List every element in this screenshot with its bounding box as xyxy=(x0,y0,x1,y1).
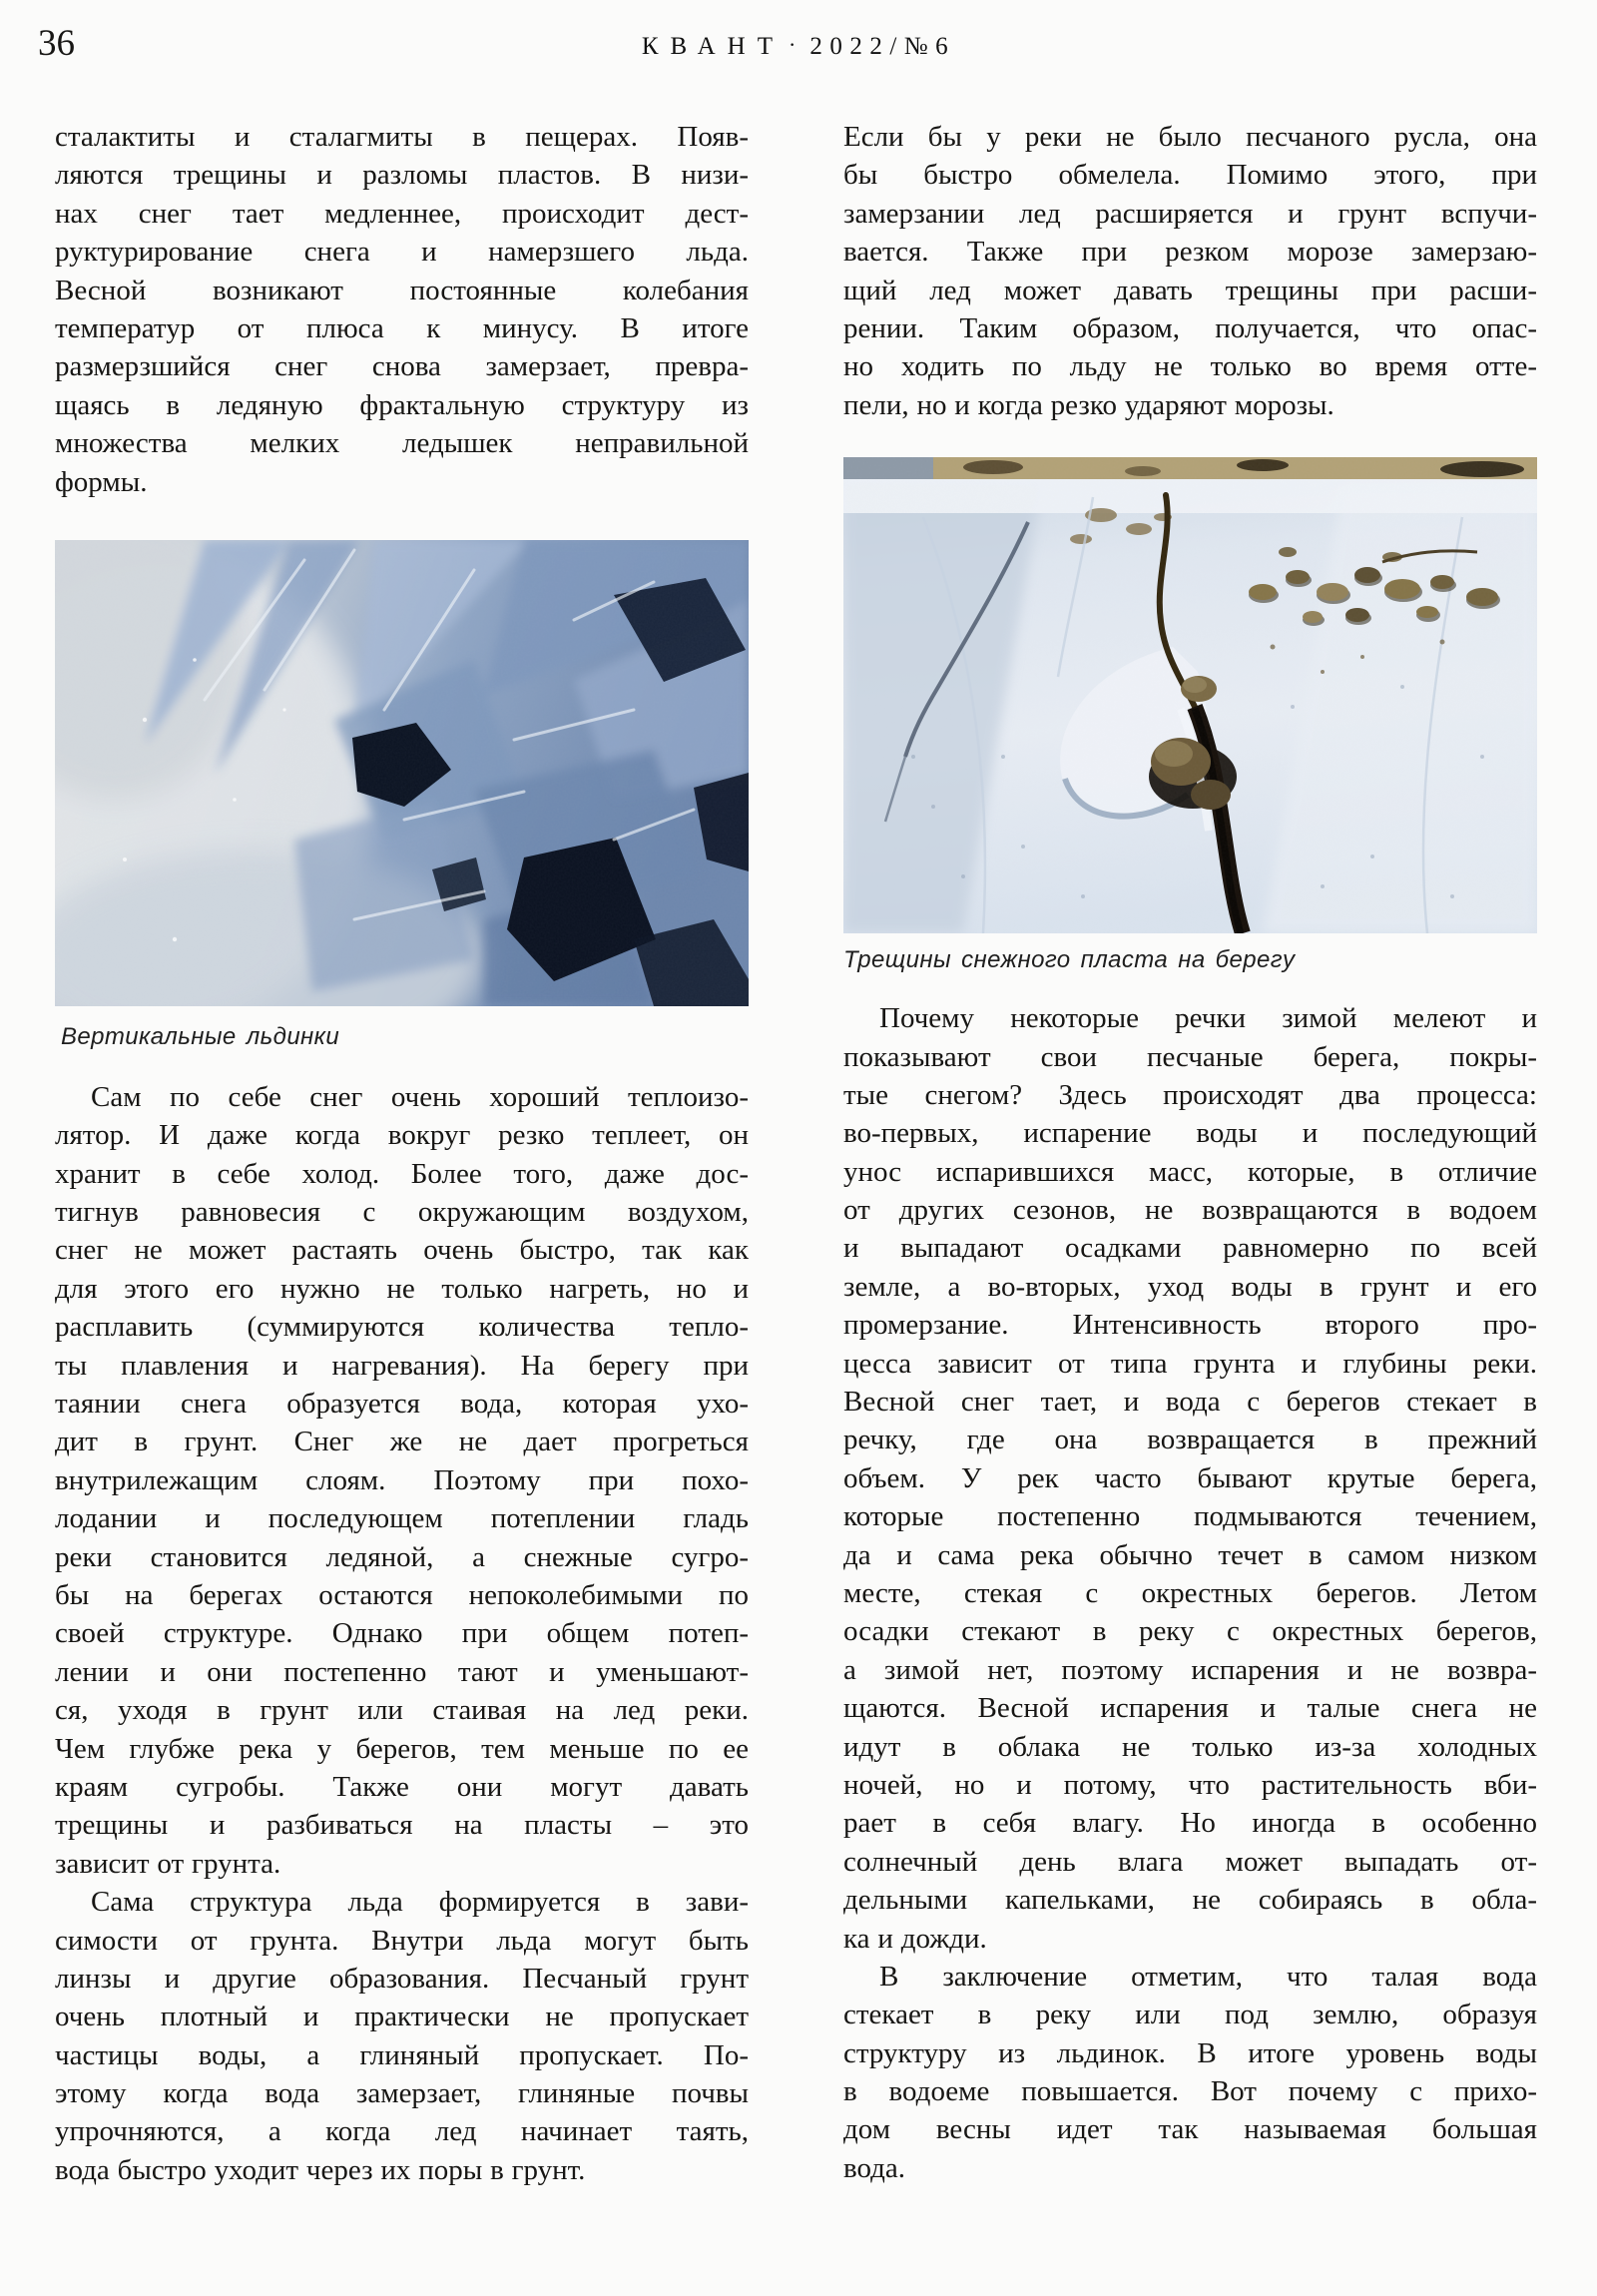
text-line: идут в облака не только из-за холодных xyxy=(843,1730,1537,1763)
text-line: ка и дожди. xyxy=(843,1922,987,1955)
text-line: ночей, но и потому, что растительность вби- xyxy=(843,1768,1537,1801)
text-line: и выпадают осадками равномерно по всей xyxy=(843,1232,1537,1265)
text-line: вода быстро уходит через их поры в грунт. xyxy=(55,2153,586,2186)
text-line: бы на берегах остаются непоколебимыми по xyxy=(55,1578,749,1611)
text-line: цесса зависит от типа грунта и глубины реки. xyxy=(843,1347,1537,1380)
snow-cracks-photo xyxy=(843,457,1537,933)
text-line: краям сугробы. Также они могут давать xyxy=(55,1770,749,1803)
text-line: солнечный день влага может выпадать от- xyxy=(843,1845,1537,1878)
text-line: тые снегом? Здесь происходят два процесса: xyxy=(843,1078,1537,1111)
paragraph-ice-structure xyxy=(55,1883,749,2189)
journal-name: КВАНТ xyxy=(641,33,785,60)
snow-cracks-illustration xyxy=(843,457,1537,933)
text-line: дельными капельками, не собираясь в обла- xyxy=(843,1884,1537,1917)
running-title xyxy=(0,32,1597,61)
text-line: во-первых, испарение воды и последующий xyxy=(843,1117,1537,1150)
text-line: очень плотный и практически не пропускает xyxy=(55,2001,749,2033)
text-line: трещины и разбиваться на пласты – это xyxy=(55,1809,749,1842)
text-line: линзы и другие образования. Песчаный грунт xyxy=(55,1962,749,1995)
text-line: от других сезонов, не возвращаются в водоем xyxy=(843,1194,1537,1227)
text-line: бы быстро обмелела. Помимо этого, при xyxy=(843,159,1537,192)
text-line: внутрилежащим слоям. Поэтому при похо- xyxy=(55,1463,749,1496)
text-line: ляются трещины и разломы пластов. В низи- xyxy=(55,159,749,192)
text-line: речку, где она возвращается в прежний xyxy=(843,1424,1537,1456)
text-line: этому когда вода замерзает, глиняные почвы xyxy=(55,2077,749,2110)
figure-caption-cracks: Трещины снежного пласта на берегу xyxy=(843,946,1296,974)
text-line: которые постепенно подмываются течением, xyxy=(843,1500,1537,1533)
page-header xyxy=(0,24,1597,84)
text-line: замерзании лед расширяется и грунт вспучи- xyxy=(843,197,1537,230)
text-line: своей структуре. Однако при общем потеп- xyxy=(55,1617,749,1650)
text-line: таянии снега образуется вода, которая ухо- xyxy=(55,1388,749,1421)
text-line: частицы воды, а глиняный пропускает. По- xyxy=(55,2038,749,2071)
text-line: сталактиты и сталагмиты в пещерах. Появ- xyxy=(55,121,749,153)
text-line: руктурирование снега и намерзшего льда. xyxy=(55,236,749,269)
text-line: формы. xyxy=(55,465,148,498)
text-line: объем. У рек часто бывают крутые берега, xyxy=(843,1461,1537,1494)
text-line: реки становится ледяной, а снежные сугро- xyxy=(55,1540,749,1573)
paragraph-rivers-shallow xyxy=(843,999,1537,1958)
text-line: Если бы у реки не было песчаного русла, она xyxy=(843,121,1537,153)
text-line: месте, стекая с окрестных берегов. Летом xyxy=(843,1576,1537,1609)
text-line: нах снег тает медленнее, происходит дест- xyxy=(55,197,749,230)
header-separator: · xyxy=(789,32,797,57)
text-line: Сам по себе снег очень хороший теплоизо- xyxy=(91,1080,749,1113)
text-line: Весной снег тает, и вода с берегов стекает в xyxy=(843,1386,1537,1419)
text-line: вода. xyxy=(843,2151,906,2184)
figure-snow-cracks xyxy=(843,457,1537,977)
text-line: рении. Таким образом, получается, что опас- xyxy=(843,311,1537,344)
text-line: ты плавления и нагревания). На берегу при xyxy=(55,1349,749,1382)
text-line: множества мелких ледышек неправильной xyxy=(55,427,749,460)
text-line: промерзание. Интенсивность второго про- xyxy=(843,1309,1537,1342)
text-line: Чем глубже река у берегов, тем меньше по ее xyxy=(55,1732,749,1765)
text-line: но ходить по льду не только во время отте- xyxy=(843,350,1537,383)
paragraph-snow-insulator xyxy=(55,1078,749,1883)
text-line: размерзшийся снег снова замерзает, превра- xyxy=(55,350,749,383)
paragraph-intro-right xyxy=(843,118,1537,424)
text-line: щий лед может давать трещины при расши- xyxy=(843,274,1537,306)
text-line: в водоеме повышается. Вот почему с прихо- xyxy=(843,2075,1537,2108)
text-line: В заключение отметим, что талая вода xyxy=(879,1960,1537,1993)
paragraph-conclusion xyxy=(843,1958,1537,2187)
text-line: дом весны идет так называемая большая xyxy=(843,2113,1537,2146)
text-line: лении и они постепенно тают и уменьшают- xyxy=(55,1655,749,1688)
text-line: для этого его нужно не только нагреть, но и xyxy=(55,1272,749,1305)
text-line: упрочняются, а когда лед начинает таять, xyxy=(55,2115,749,2148)
text-line: дит в грунт. Снег же не дает прогреться xyxy=(55,1426,749,1458)
text-line: а зимой нет, поэтому испарения и не возвра- xyxy=(843,1653,1537,1686)
text-line: земле, а во-вторых, уход воды в грунт и его xyxy=(843,1270,1537,1303)
figure-caption-ice: Вертикальные льдинки xyxy=(61,1022,340,1050)
text-line: тигнув равновесия с окружающим воздухом, xyxy=(55,1196,749,1229)
text-line: симости от грунта. Внутри льда могут быть xyxy=(55,1924,749,1957)
text-line: снег не может растаять очень быстро, так как xyxy=(55,1234,749,1267)
text-line: осадки стекают в реку с окрестных берегов, xyxy=(843,1615,1537,1648)
text-line: вается. Также при резком морозе замерзаю- xyxy=(843,236,1537,269)
text-line: рает в себя влагу. Но иногда в особенно xyxy=(843,1807,1537,1840)
text-line: Весной возникают постоянные колебания xyxy=(55,274,749,306)
text-line: щаясь в ледяную фрактальную структуру из xyxy=(55,388,749,421)
text-line: Сама структура льда формируется в зави- xyxy=(91,1886,749,1919)
text-line: пели, но и когда резко ударяют морозы. xyxy=(843,388,1334,421)
ice-crystals-illustration xyxy=(55,540,749,1006)
text-line: унос испарившихся масс, которые, в отличие xyxy=(843,1155,1537,1188)
text-line: да и сама река обычно течет в самом низком xyxy=(843,1538,1537,1571)
text-line: расплавить (суммируются количества тепло- xyxy=(55,1311,749,1344)
ice-crystals-photo xyxy=(55,540,749,1006)
text-line: температур от плюса к минусу. В итоге xyxy=(55,311,749,344)
text-line: показывают свои песчаные берега, покры- xyxy=(843,1040,1537,1073)
page-number: 36 xyxy=(38,23,75,64)
text-line: стекает в реку или под землю, образуя xyxy=(843,1999,1537,2031)
text-line: хранит в себе холод. Более того, даже дос- xyxy=(55,1157,749,1190)
figure-ice-crystals xyxy=(55,540,749,1054)
right-column xyxy=(843,118,1537,2187)
journal-issue: 2022/№6 xyxy=(809,33,956,60)
text-line: структуру из льдинок. В итоге уровень воды xyxy=(843,2036,1537,2069)
text-line: щаются. Весной испарения и талые снега не xyxy=(843,1692,1537,1725)
text-line: зависит от грунта. xyxy=(55,1847,281,1880)
text-line: лятор. И даже когда вокруг резко теплеет, он xyxy=(55,1119,749,1152)
text-line: ся, уходя в грунт или стаивая на лед реки. xyxy=(55,1694,749,1727)
text-line: лодании и последующем потеплении гладь xyxy=(55,1502,749,1535)
text-line: Почему некоторые речки зимой мелеют и xyxy=(879,1002,1537,1035)
paragraph-intro-left xyxy=(55,118,749,501)
left-column xyxy=(55,118,749,2189)
